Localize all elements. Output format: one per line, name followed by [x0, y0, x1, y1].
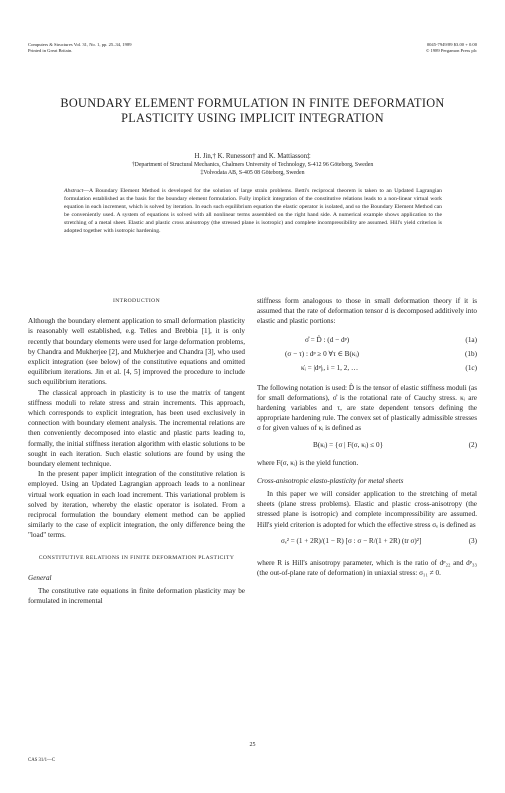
equation-2-body: B(κᵢ) = {σ | F(σ, κᵢ) ≤ 0} [313, 440, 384, 449]
right-paragraph-3: where F(σ, κᵢ) is the yield function. [257, 458, 359, 467]
footer-code: CAS 31/1—C [28, 758, 56, 763]
abstract-text: —A Boundary Element Method is developed for the solution of large strain problems. Betti's reciprocal theorem is taken to an Updated Lagrangian formulation established as the basis for the boundary element formulation. Fully implicit integration of the constitutive relations leads to a non-linear virtual work equation in each increment, which is solved by iteration. In each such equilibrium equation the elastic operator is isolated, and so the Boundary Element Method can be conveniently used. A system of equations is solved with all nonlinear terms assembled on the right hand side. A numerical example shows application to the stretching of a metal sheet. Elastic and plastic cross anisotropy (the stressed plane is isotropic) and complete incompressibility are assumed. Hill's yield criterion is adopted together with isotropic hardening. [64, 188, 442, 234]
printed-in: Printed in Great Britain. [28, 48, 73, 53]
equation-2-number: (2) [468, 440, 477, 449]
equation-1c-body: κ̇ᵢ = |dᵖ|ᵢ, i = 1, 2, … [301, 363, 359, 372]
affiliations [40, 162, 465, 177]
equation-3-body: σₑ² = (1 + 2R)/(1 − R) [σ : σ − R/(1 + 2R) (tr σ)²] [281, 536, 422, 545]
section-heading-introduction: INTRODUCTION [112, 298, 161, 304]
copyright: © 1989 Pergamon Press plc [425, 48, 477, 53]
right-paragraph-2: The following notation is used: D̂ is the tensor of elastic stiffness moduli (as for small deformations), σ̊ is the rotational rate of Cauchy stress. κᵢ are hardening variables and τ, are state dependent tensors defining the appropriate hardening rule. The convex set of plastically admissible stresses σ for given values of κᵢ is defined as [257, 383, 477, 433]
equation-1a [257, 335, 477, 349]
journal-header-left [28, 42, 132, 54]
equation-2 [257, 440, 477, 454]
affiliation-1: †Department of Structural Mechanics, Chalmers University of Technology, S-412 96 Göteborg, Sweden [131, 162, 374, 168]
equation-1a-number: (1a) [465, 335, 477, 344]
issn-price: 0045-7949/89 $3.00 + 0.00 [426, 42, 477, 47]
intro-paragraph-1: Although the boundary element application to small deformation plasticity is reasonably well established, e.g. Telles and Brebbia [1], it is only recently that boundary elements were used for large deformation problems, by Chandra and Mukherjee [2], and Mukherjee and Chandra [3], who used explicit integration (see below) of the constitutive equations and omitted equilibrium iterations. Jin et al. [4, 5] improved the procedure to include such equilibrium iterations. [28, 317, 245, 387]
author-list: H. Jin,† K. Runesson† and K. Mattiasson‡ [194, 153, 311, 160]
journal-citation: Computers & Structures Vol. 31, No. 1, pp. 25–34, 1989 [28, 42, 132, 47]
equation-1a-body: σ̊ = D̂ : (d − dᵖ) [305, 335, 350, 344]
intro-paragraph-3: In the present paper implicit integration of the constitutive relation is employed. Using an Updated Lagrangian approach leads to a nonlinear virtual work equation in each load increment. This variational problem is solved by iteration, whereby the elastic operator is isolated. From a reciprocal formulation the boundary element method can be applied similarly to the case of explicit integration, the only difference being the "load" terms. [28, 470, 245, 540]
equation-1c-number: (1c) [465, 363, 477, 372]
right-column [257, 296, 477, 578]
right-paragraph-5: where R is Hill's anisotropy parameter, which is the ratio of dᵖ₂₂ and dᵖ₃₃ (the out-of-plane rate of deformation) in uniaxial stress: σ₁₁ ≠ 0. [257, 558, 477, 578]
right-paragraph-1: stiffness form analogous to those in small deformation theory if it is assumed that the rate of deformation tensor d is decomposed additively into elastic and plastic portions: [257, 297, 477, 326]
subsection-heading-general: General [28, 573, 52, 582]
abstract [64, 188, 442, 235]
subsection-heading-cross-anisotropic: Cross-anisotropic elasto-plasticity for metal sheets [257, 476, 404, 485]
general-paragraph-1: The constitutive rate equations in finite deformation plasticity may be formulated in incremental [28, 587, 245, 606]
affiliation-2: ‡Volvodata AB, S-405 08 Göteborg, Sweden [200, 169, 305, 176]
paper-title: BOUNDARY ELEMENT FORMULATION IN FINITE DEFORMATION PLASTICITY USING IMPLICIT INTEGRATION [60, 96, 445, 125]
equation-1c [257, 363, 477, 377]
right-paragraph-4: In this paper we will consider application to the stretching of metal sheets (plane stress problems). Elastic and plastic cross-anisotropy (the stressed plane is isotropic) and complete incompressibility are assumed. Hill's yield criterion is adopted for which the effective stress σₑ is defined as [257, 490, 477, 529]
equation-1b-number: (1b) [465, 349, 477, 358]
equation-3 [257, 536, 477, 554]
journal-header-right [426, 42, 477, 54]
abstract-label: Abstract [64, 188, 84, 194]
equation-3-number: (3) [468, 536, 477, 545]
page-number: 25 [249, 742, 256, 748]
left-column [28, 296, 245, 606]
equation-1b-body: (σ − τ) : dᵖ ≥ 0 ∀τ ∈ B(κᵢ) [285, 349, 360, 358]
intro-paragraph-2: The classical approach in plasticity is to use the matrix of tangent stiffness moduli to relate stress and strain increments. This approach, which corresponds to explicit integration, has been used exclusively in connection with boundary element analysis. The incremental relations are then conveniently decomposed into elastic and plastic parts leading to, formally, the initial stiffness iteration algorithm with elastic solutions to be sought in each iteration. Such elastic solutions are found by using the boundary element technique. [28, 388, 245, 469]
section-heading-constitutive: CONSTITUTIVE RELATIONS IN FINITE DEFORMATION PLASTICITY [38, 554, 235, 561]
equation-1b [257, 349, 477, 363]
